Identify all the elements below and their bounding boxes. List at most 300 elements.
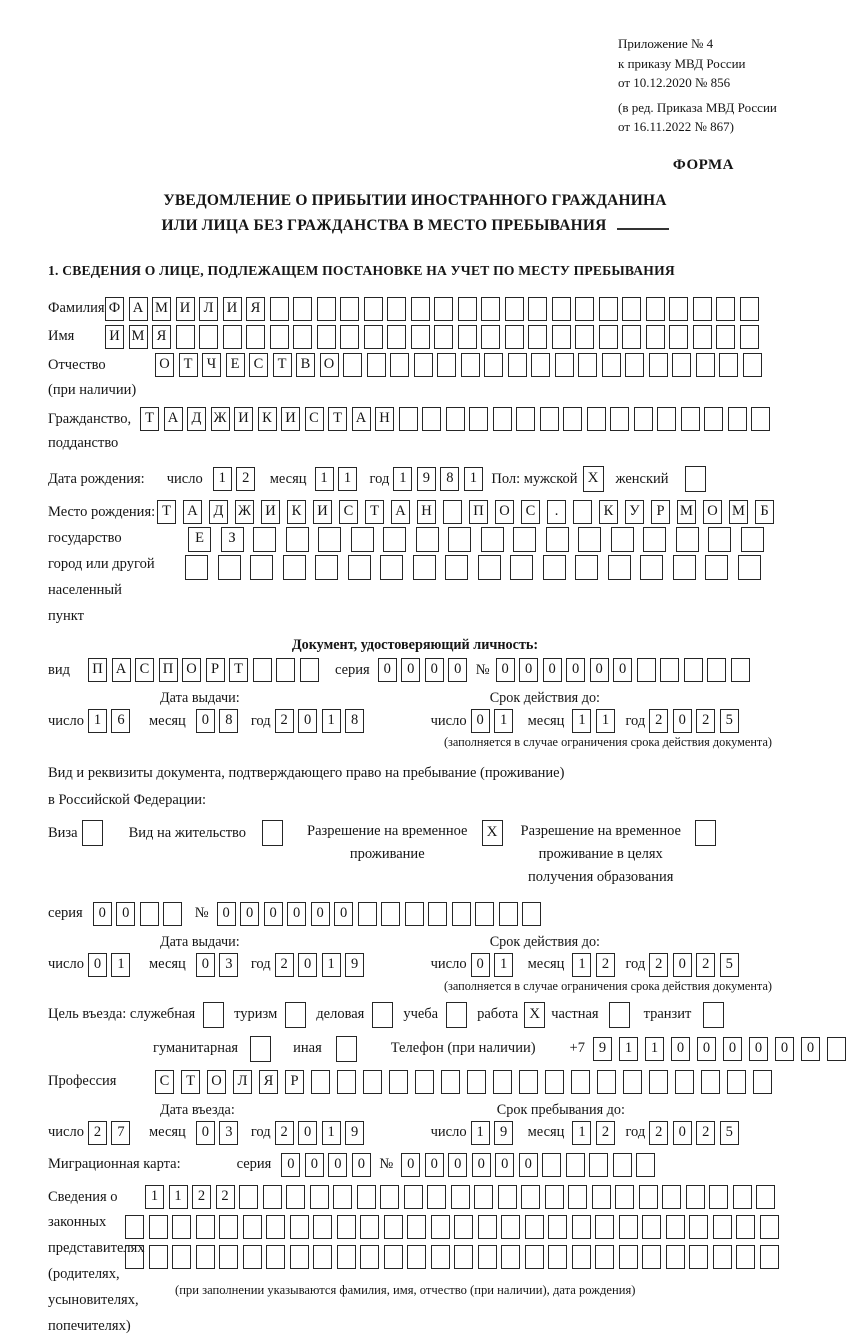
char-cell[interactable]: [199, 325, 218, 349]
char-cell[interactable]: [311, 1070, 330, 1094]
char-cell[interactable]: П: [159, 658, 178, 682]
char-cell[interactable]: О: [155, 353, 174, 377]
char-cell[interactable]: [411, 297, 430, 321]
char-cell[interactable]: Ж: [211, 407, 230, 431]
char-cell[interactable]: [543, 555, 566, 580]
char-cell[interactable]: И: [261, 500, 280, 524]
char-cell[interactable]: [293, 325, 312, 349]
char-cell[interactable]: 0: [298, 1121, 317, 1145]
business-checkbox[interactable]: [372, 1002, 393, 1028]
char-cell[interactable]: [575, 297, 594, 321]
char-cell[interactable]: [610, 407, 629, 431]
char-cell[interactable]: М: [129, 325, 148, 349]
char-cell[interactable]: 0: [196, 953, 215, 977]
other-checkbox[interactable]: [336, 1036, 357, 1062]
char-cell[interactable]: Н: [417, 500, 436, 524]
char-cell[interactable]: 5: [720, 953, 739, 977]
char-cell[interactable]: [358, 902, 377, 926]
char-cell[interactable]: 0: [519, 658, 538, 682]
char-cell[interactable]: [441, 1070, 460, 1094]
char-cell[interactable]: 1: [619, 1037, 638, 1061]
char-cell[interactable]: [704, 407, 723, 431]
char-cell[interactable]: 0: [281, 1153, 300, 1177]
char-cell[interactable]: [286, 527, 309, 552]
char-cell[interactable]: [634, 407, 653, 431]
char-cell[interactable]: 2: [275, 709, 294, 733]
char-cell[interactable]: О: [703, 500, 722, 524]
char-cell[interactable]: 5: [720, 1121, 739, 1145]
char-cell[interactable]: И: [176, 297, 195, 321]
char-cell[interactable]: [740, 297, 759, 321]
char-cell[interactable]: [622, 297, 641, 321]
char-cell[interactable]: [595, 1215, 614, 1239]
char-cell[interactable]: 0: [240, 902, 259, 926]
char-cell[interactable]: [414, 353, 433, 377]
char-cell[interactable]: [528, 325, 547, 349]
char-cell[interactable]: [513, 527, 536, 552]
male-checkbox[interactable]: X: [583, 466, 604, 492]
char-cell[interactable]: 2: [275, 1121, 294, 1145]
char-cell[interactable]: 7: [111, 1121, 130, 1145]
char-cell[interactable]: [125, 1215, 144, 1239]
char-cell[interactable]: [731, 658, 750, 682]
char-cell[interactable]: [290, 1215, 309, 1239]
char-cell[interactable]: [525, 1245, 544, 1269]
char-cell[interactable]: Б: [755, 500, 774, 524]
char-cell[interactable]: [753, 1070, 772, 1094]
char-cell[interactable]: [481, 527, 504, 552]
char-cell[interactable]: 2: [649, 953, 668, 977]
char-cell[interactable]: 2: [216, 1185, 235, 1209]
char-cell[interactable]: 1: [393, 467, 412, 491]
char-cell[interactable]: [531, 353, 550, 377]
char-cell[interactable]: [434, 325, 453, 349]
char-cell[interactable]: 9: [345, 953, 364, 977]
char-cell[interactable]: [337, 1245, 356, 1269]
char-cell[interactable]: [448, 527, 471, 552]
char-cell[interactable]: Е: [188, 527, 211, 552]
char-cell[interactable]: 0: [264, 902, 283, 926]
char-cell[interactable]: [431, 1245, 450, 1269]
char-cell[interactable]: [437, 353, 456, 377]
char-cell[interactable]: [467, 1070, 486, 1094]
char-cell[interactable]: [587, 407, 606, 431]
char-cell[interactable]: 2: [696, 709, 715, 733]
char-cell[interactable]: К: [287, 500, 306, 524]
char-cell[interactable]: [519, 1070, 538, 1094]
char-cell[interactable]: [623, 1070, 642, 1094]
char-cell[interactable]: [552, 325, 571, 349]
char-cell[interactable]: Л: [199, 297, 218, 321]
char-cell[interactable]: 0: [613, 658, 632, 682]
char-cell[interactable]: [340, 325, 359, 349]
char-cell[interactable]: [384, 1215, 403, 1239]
char-cell[interactable]: [469, 407, 488, 431]
char-cell[interactable]: С: [155, 1070, 174, 1094]
char-cell[interactable]: [149, 1245, 168, 1269]
char-cell[interactable]: А: [112, 658, 131, 682]
char-cell[interactable]: 3: [219, 1121, 238, 1145]
char-cell[interactable]: [545, 1185, 564, 1209]
char-cell[interactable]: И: [234, 407, 253, 431]
char-cell[interactable]: Д: [187, 407, 206, 431]
char-cell[interactable]: [751, 407, 770, 431]
char-cell[interactable]: [693, 297, 712, 321]
char-cell[interactable]: [660, 658, 679, 682]
humanitarian-checkbox[interactable]: [250, 1036, 271, 1062]
char-cell[interactable]: [501, 1215, 520, 1239]
study-checkbox[interactable]: [446, 1002, 467, 1028]
char-cell[interactable]: Т: [365, 500, 384, 524]
char-cell[interactable]: О: [182, 658, 201, 682]
char-cell[interactable]: [481, 325, 500, 349]
char-cell[interactable]: 8: [345, 709, 364, 733]
char-cell[interactable]: [548, 1215, 567, 1239]
char-cell[interactable]: И: [313, 500, 332, 524]
char-cell[interactable]: [337, 1215, 356, 1239]
char-cell[interactable]: 1: [471, 1121, 490, 1145]
tourism-checkbox[interactable]: [285, 1002, 306, 1028]
char-cell[interactable]: 0: [775, 1037, 794, 1061]
char-cell[interactable]: Я: [246, 297, 265, 321]
char-cell[interactable]: [478, 1245, 497, 1269]
char-cell[interactable]: [427, 1185, 446, 1209]
char-cell[interactable]: [340, 297, 359, 321]
char-cell[interactable]: [568, 1185, 587, 1209]
char-cell[interactable]: Т: [273, 353, 292, 377]
char-cell[interactable]: [478, 555, 501, 580]
char-cell[interactable]: [657, 407, 676, 431]
char-cell[interactable]: [686, 1185, 705, 1209]
char-cell[interactable]: [599, 297, 618, 321]
char-cell[interactable]: [243, 1215, 262, 1239]
char-cell[interactable]: С: [135, 658, 154, 682]
char-cell[interactable]: М: [677, 500, 696, 524]
char-cell[interactable]: С: [521, 500, 540, 524]
char-cell[interactable]: [713, 1245, 732, 1269]
char-cell[interactable]: 2: [88, 1121, 107, 1145]
char-cell[interactable]: [636, 1153, 655, 1177]
char-cell[interactable]: [367, 353, 386, 377]
char-cell[interactable]: 1: [572, 709, 591, 733]
char-cell[interactable]: [313, 1245, 332, 1269]
char-cell[interactable]: 0: [749, 1037, 768, 1061]
char-cell[interactable]: А: [129, 297, 148, 321]
char-cell[interactable]: [404, 1185, 423, 1209]
char-cell[interactable]: Н: [375, 407, 394, 431]
char-cell[interactable]: Т: [179, 353, 198, 377]
char-cell[interactable]: 0: [448, 1153, 467, 1177]
char-cell[interactable]: 2: [275, 953, 294, 977]
char-cell[interactable]: 0: [352, 1153, 371, 1177]
char-cell[interactable]: [348, 555, 371, 580]
char-cell[interactable]: С: [305, 407, 324, 431]
char-cell[interactable]: И: [223, 297, 242, 321]
char-cell[interactable]: [575, 555, 598, 580]
char-cell[interactable]: [443, 500, 462, 524]
char-cell[interactable]: [270, 297, 289, 321]
char-cell[interactable]: [343, 353, 362, 377]
char-cell[interactable]: [270, 325, 289, 349]
char-cell[interactable]: [313, 1215, 332, 1239]
transit-checkbox[interactable]: [703, 1002, 724, 1028]
char-cell[interactable]: 1: [145, 1185, 164, 1209]
char-cell[interactable]: [571, 1070, 590, 1094]
char-cell[interactable]: [521, 1185, 540, 1209]
char-cell[interactable]: [283, 555, 306, 580]
char-cell[interactable]: К: [599, 500, 618, 524]
char-cell[interactable]: А: [391, 500, 410, 524]
char-cell[interactable]: 9: [417, 467, 436, 491]
char-cell[interactable]: Т: [181, 1070, 200, 1094]
char-cell[interactable]: .: [547, 500, 566, 524]
char-cell[interactable]: Я: [259, 1070, 278, 1094]
char-cell[interactable]: О: [495, 500, 514, 524]
char-cell[interactable]: 8: [219, 709, 238, 733]
char-cell[interactable]: [552, 297, 571, 321]
char-cell[interactable]: [696, 353, 715, 377]
char-cell[interactable]: [827, 1037, 846, 1061]
char-cell[interactable]: [416, 527, 439, 552]
char-cell[interactable]: 0: [519, 1153, 538, 1177]
char-cell[interactable]: 1: [572, 953, 591, 977]
char-cell[interactable]: [357, 1185, 376, 1209]
char-cell[interactable]: [528, 297, 547, 321]
female-checkbox[interactable]: [685, 466, 706, 492]
char-cell[interactable]: [578, 353, 597, 377]
char-cell[interactable]: [611, 527, 634, 552]
char-cell[interactable]: 0: [88, 953, 107, 977]
char-cell[interactable]: 9: [345, 1121, 364, 1145]
char-cell[interactable]: 0: [401, 658, 420, 682]
char-cell[interactable]: 0: [472, 1153, 491, 1177]
char-cell[interactable]: [540, 407, 559, 431]
char-cell[interactable]: [498, 1185, 517, 1209]
char-cell[interactable]: [266, 1245, 285, 1269]
char-cell[interactable]: [608, 555, 631, 580]
char-cell[interactable]: [705, 555, 728, 580]
char-cell[interactable]: [499, 902, 518, 926]
char-cell[interactable]: 9: [494, 1121, 513, 1145]
char-cell[interactable]: 0: [287, 902, 306, 926]
char-cell[interactable]: 0: [723, 1037, 742, 1061]
char-cell[interactable]: 0: [425, 1153, 444, 1177]
char-cell[interactable]: К: [258, 407, 277, 431]
char-cell[interactable]: [510, 555, 533, 580]
char-cell[interactable]: 0: [334, 902, 353, 926]
char-cell[interactable]: [642, 1245, 661, 1269]
char-cell[interactable]: 1: [169, 1185, 188, 1209]
char-cell[interactable]: П: [469, 500, 488, 524]
char-cell[interactable]: [525, 1215, 544, 1239]
char-cell[interactable]: [501, 1245, 520, 1269]
char-cell[interactable]: [484, 353, 503, 377]
char-cell[interactable]: [733, 1185, 752, 1209]
char-cell[interactable]: Я: [152, 325, 171, 349]
char-cell[interactable]: [542, 1153, 561, 1177]
char-cell[interactable]: [223, 325, 242, 349]
char-cell[interactable]: [413, 555, 436, 580]
char-cell[interactable]: [290, 1245, 309, 1269]
char-cell[interactable]: [333, 1185, 352, 1209]
char-cell[interactable]: Т: [328, 407, 347, 431]
char-cell[interactable]: [461, 353, 480, 377]
char-cell[interactable]: 1: [596, 709, 615, 733]
char-cell[interactable]: 8: [440, 467, 459, 491]
char-cell[interactable]: [493, 407, 512, 431]
char-cell[interactable]: 0: [93, 902, 112, 926]
char-cell[interactable]: [602, 353, 621, 377]
char-cell[interactable]: [218, 555, 241, 580]
char-cell[interactable]: С: [339, 500, 358, 524]
char-cell[interactable]: [253, 658, 272, 682]
char-cell[interactable]: [649, 353, 668, 377]
char-cell[interactable]: [415, 1070, 434, 1094]
char-cell[interactable]: [589, 1153, 608, 1177]
char-cell[interactable]: 2: [192, 1185, 211, 1209]
char-cell[interactable]: 2: [696, 1121, 715, 1145]
char-cell[interactable]: 0: [697, 1037, 716, 1061]
char-cell[interactable]: [428, 902, 447, 926]
char-cell[interactable]: 2: [649, 1121, 668, 1145]
char-cell[interactable]: [619, 1215, 638, 1239]
char-cell[interactable]: [239, 1185, 258, 1209]
char-cell[interactable]: [666, 1215, 685, 1239]
char-cell[interactable]: 0: [378, 658, 397, 682]
char-cell[interactable]: [172, 1245, 191, 1269]
char-cell[interactable]: А: [164, 407, 183, 431]
char-cell[interactable]: О: [320, 353, 339, 377]
char-cell[interactable]: 0: [217, 902, 236, 926]
char-cell[interactable]: [364, 297, 383, 321]
char-cell[interactable]: 2: [236, 467, 255, 491]
char-cell[interactable]: Т: [157, 500, 176, 524]
char-cell[interactable]: 0: [311, 902, 330, 926]
char-cell[interactable]: 1: [322, 709, 341, 733]
char-cell[interactable]: И: [281, 407, 300, 431]
char-cell[interactable]: [522, 902, 541, 926]
char-cell[interactable]: [595, 1245, 614, 1269]
char-cell[interactable]: [516, 407, 535, 431]
char-cell[interactable]: [642, 1215, 661, 1239]
char-cell[interactable]: Ч: [202, 353, 221, 377]
char-cell[interactable]: [649, 1070, 668, 1094]
char-cell[interactable]: [286, 1185, 305, 1209]
char-cell[interactable]: Л: [233, 1070, 252, 1094]
char-cell[interactable]: [613, 1153, 632, 1177]
char-cell[interactable]: [219, 1245, 238, 1269]
char-cell[interactable]: [637, 658, 656, 682]
char-cell[interactable]: С: [249, 353, 268, 377]
char-cell[interactable]: [505, 297, 524, 321]
char-cell[interactable]: [364, 325, 383, 349]
char-cell[interactable]: [389, 1070, 408, 1094]
char-cell[interactable]: [575, 325, 594, 349]
char-cell[interactable]: [615, 1185, 634, 1209]
char-cell[interactable]: 0: [471, 953, 490, 977]
char-cell[interactable]: 0: [305, 1153, 324, 1177]
char-cell[interactable]: [276, 658, 295, 682]
char-cell[interactable]: [741, 527, 764, 552]
char-cell[interactable]: [315, 555, 338, 580]
char-cell[interactable]: [196, 1215, 215, 1239]
char-cell[interactable]: 2: [596, 1121, 615, 1145]
char-cell[interactable]: 0: [425, 658, 444, 682]
char-cell[interactable]: И: [105, 325, 124, 349]
char-cell[interactable]: [760, 1245, 779, 1269]
char-cell[interactable]: [360, 1245, 379, 1269]
char-cell[interactable]: [266, 1215, 285, 1239]
char-cell[interactable]: [351, 527, 374, 552]
char-cell[interactable]: В: [296, 353, 315, 377]
char-cell[interactable]: М: [152, 297, 171, 321]
char-cell[interactable]: [693, 325, 712, 349]
char-cell[interactable]: [454, 1215, 473, 1239]
char-cell[interactable]: Т: [229, 658, 248, 682]
char-cell[interactable]: [140, 902, 159, 926]
char-cell[interactable]: 2: [649, 709, 668, 733]
char-cell[interactable]: [243, 1245, 262, 1269]
visa-checkbox[interactable]: [82, 820, 103, 846]
char-cell[interactable]: [684, 658, 703, 682]
char-cell[interactable]: [196, 1245, 215, 1269]
char-cell[interactable]: 2: [596, 953, 615, 977]
char-cell[interactable]: [672, 353, 691, 377]
char-cell[interactable]: 0: [298, 709, 317, 733]
char-cell[interactable]: [728, 407, 747, 431]
char-cell[interactable]: [740, 325, 759, 349]
char-cell[interactable]: [399, 407, 418, 431]
char-cell[interactable]: [675, 1070, 694, 1094]
char-cell[interactable]: [407, 1245, 426, 1269]
char-cell[interactable]: [625, 353, 644, 377]
char-cell[interactable]: 1: [338, 467, 357, 491]
char-cell[interactable]: [743, 353, 762, 377]
char-cell[interactable]: [736, 1215, 755, 1239]
char-cell[interactable]: [673, 555, 696, 580]
char-cell[interactable]: [363, 1070, 382, 1094]
char-cell[interactable]: Т: [140, 407, 159, 431]
char-cell[interactable]: [709, 1185, 728, 1209]
char-cell[interactable]: [451, 1185, 470, 1209]
char-cell[interactable]: 1: [322, 1121, 341, 1145]
temp-residence-checkbox[interactable]: X: [482, 820, 503, 846]
char-cell[interactable]: [756, 1185, 775, 1209]
char-cell[interactable]: [689, 1245, 708, 1269]
char-cell[interactable]: 1: [645, 1037, 664, 1061]
char-cell[interactable]: [381, 902, 400, 926]
char-cell[interactable]: [727, 1070, 746, 1094]
char-cell[interactable]: [317, 325, 336, 349]
char-cell[interactable]: [263, 1185, 282, 1209]
char-cell[interactable]: [578, 527, 601, 552]
char-cell[interactable]: [708, 527, 731, 552]
char-cell[interactable]: [176, 325, 195, 349]
char-cell[interactable]: [387, 297, 406, 321]
char-cell[interactable]: [548, 1245, 567, 1269]
char-cell[interactable]: [445, 555, 468, 580]
char-cell[interactable]: [411, 325, 430, 349]
char-cell[interactable]: [383, 527, 406, 552]
char-cell[interactable]: 0: [196, 709, 215, 733]
char-cell[interactable]: 0: [673, 709, 692, 733]
char-cell[interactable]: [317, 297, 336, 321]
char-cell[interactable]: [310, 1185, 329, 1209]
char-cell[interactable]: [172, 1215, 191, 1239]
char-cell[interactable]: [475, 902, 494, 926]
char-cell[interactable]: У: [625, 500, 644, 524]
char-cell[interactable]: Е: [226, 353, 245, 377]
